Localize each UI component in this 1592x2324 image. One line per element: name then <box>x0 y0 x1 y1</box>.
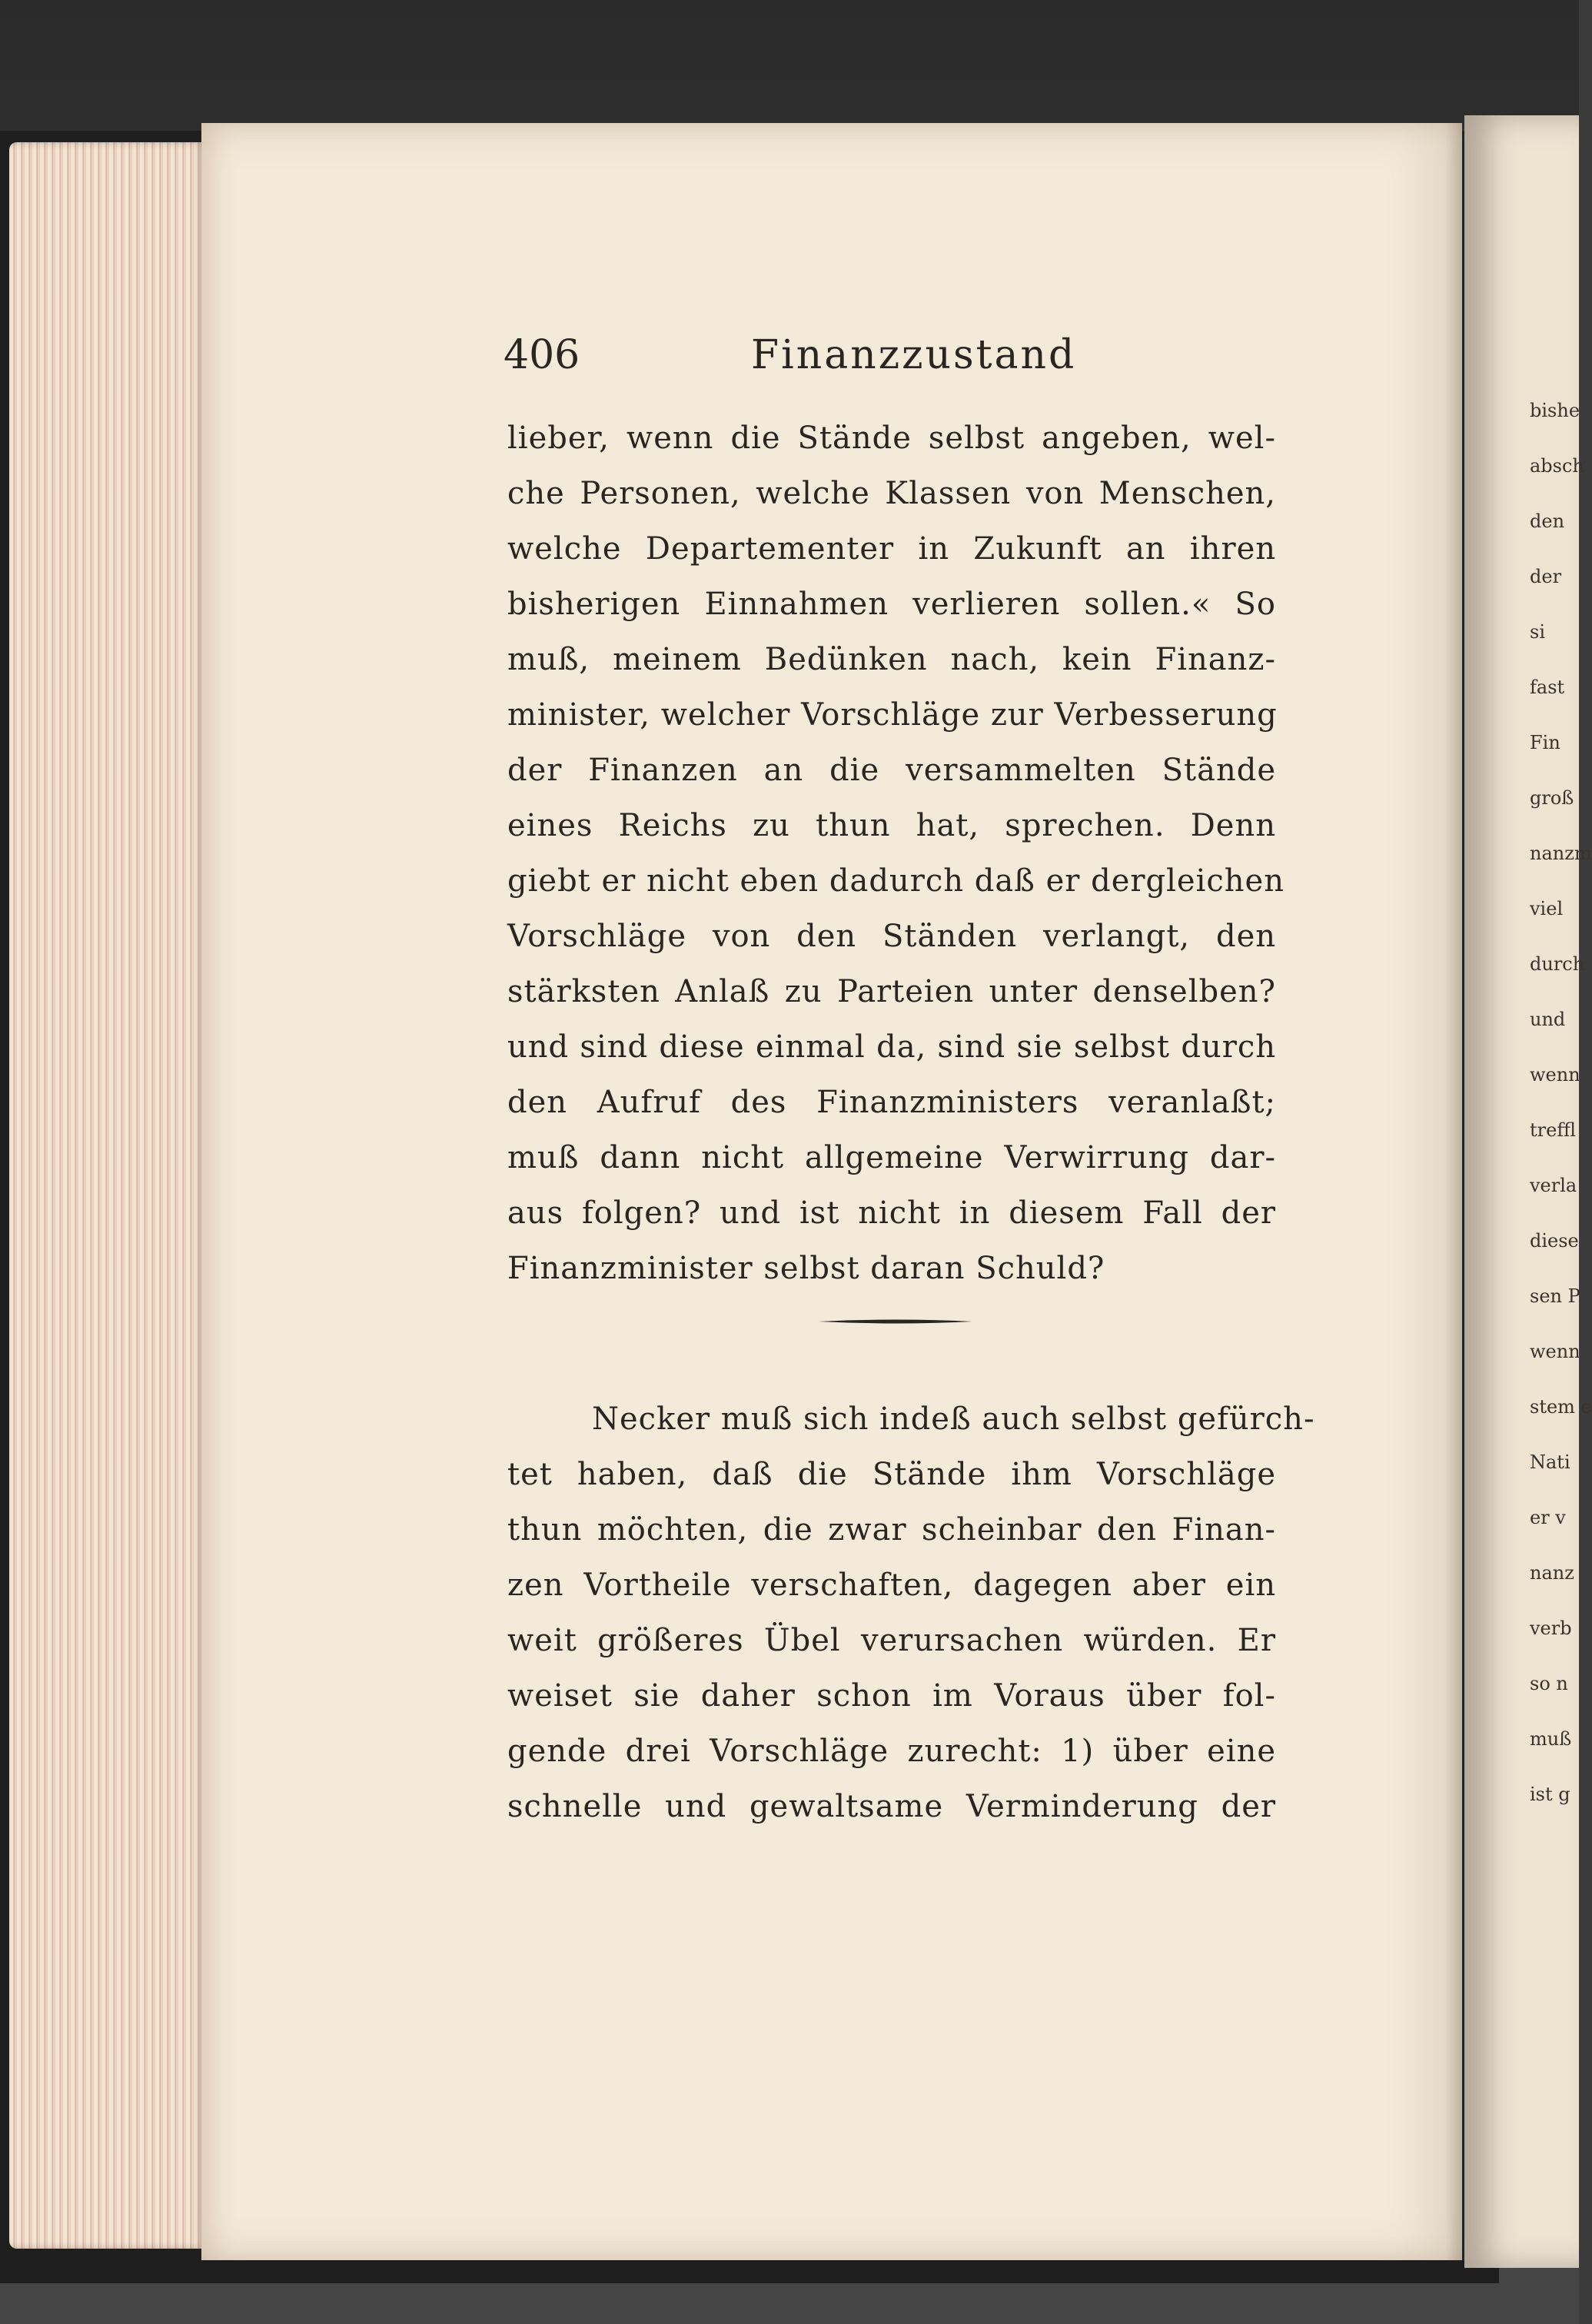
text-line: weit größeres Übel verursachen würden. Er <box>507 1623 1276 1658</box>
text-line: lieber, wenn die Stände selbst angeben, wel- <box>507 421 1276 456</box>
adjacent-page-fragment: Nati <box>1530 1451 1570 1473</box>
adjacent-page-fragment: groß <box>1530 787 1574 809</box>
adjacent-page-fragment: muß <box>1530 1728 1572 1750</box>
adjacent-page-fragment: sen P <box>1530 1285 1580 1307</box>
text-line: aus folgen? und ist nicht in diesem Fall der <box>507 1195 1276 1231</box>
adjacent-page-fragment: nanz <box>1530 1562 1574 1584</box>
adjacent-page-fragment: den <box>1530 510 1565 532</box>
text-line: Necker muß sich indeß auch selbst gefürch- <box>592 1401 1315 1437</box>
adjacent-page-fragment: si <box>1530 621 1545 643</box>
text-line: Finanzminister selbst daran Schuld? <box>507 1251 1105 1286</box>
page-edges <box>9 142 205 2249</box>
text-line: weiset sie daher schon im Voraus über fol- <box>507 1678 1276 1714</box>
adjacent-page-fragment: so n <box>1530 1673 1568 1694</box>
text-line: thun möchten, die zwar scheinbar den Finan- <box>507 1512 1276 1548</box>
text-line: giebt er nicht eben dadurch daß er dergleichen <box>507 863 1285 899</box>
adjacent-page-fragment: und <box>1530 1009 1566 1030</box>
adjacent-page-fragment: viel <box>1530 898 1564 919</box>
text-line: bisherigen Einnahmen verlieren sollen.« So <box>507 587 1276 622</box>
text-line: che Personen, welche Klassen von Menschen, <box>507 476 1276 511</box>
adjacent-page-fragment: stem e <box>1530 1396 1592 1418</box>
text-line: den Aufruf des Finanzministers veranlaßt; <box>507 1085 1276 1120</box>
text-line: eines Reichs zu thun hat, sprechen. Denn <box>507 808 1276 843</box>
text-line: tet haben, daß die Stände ihm Vorschläge <box>507 1457 1276 1492</box>
page-number: 406 <box>504 332 580 378</box>
text-line: welche Departementer in Zukunft an ihren <box>507 531 1276 567</box>
running-head: Finanzzustand <box>751 332 1077 378</box>
adjacent-page-fragment: Fin <box>1530 732 1560 753</box>
text-line: muß dann nicht allgemeine Verwirrung dar- <box>507 1140 1276 1175</box>
text-line: Vorschläge von den Ständen verlangt, den <box>507 919 1276 954</box>
adjacent-page-fragment: treffl <box>1530 1119 1577 1141</box>
adjacent-page-fragment: absch <box>1530 455 1584 477</box>
text-line: gende drei Vorschläge zurecht: 1) über eine <box>507 1734 1276 1769</box>
adjacent-page-fragment: fast <box>1530 677 1565 698</box>
text-line: schnelle und gewaltsame Verminderung der <box>507 1789 1276 1824</box>
section-divider-ornament <box>819 1318 972 1325</box>
paragraph-2 <box>507 1391 1315 1834</box>
text-line: muß, meinem Bedünken nach, kein Finanz- <box>507 642 1276 677</box>
adjacent-page-fragment: nanzm <box>1530 843 1592 864</box>
adjacent-page-fragment: durch <box>1530 953 1585 975</box>
adjacent-page-fragment: wenn <box>1530 1064 1580 1086</box>
adjacent-page-fragment: verb <box>1530 1617 1572 1639</box>
text-line: der Finanzen an die versammelten Stände <box>507 753 1276 788</box>
adjacent-page-fragment: verla <box>1530 1175 1577 1196</box>
adjacent-page-fragment: der <box>1530 566 1562 587</box>
adjacent-page-fragment: bishe <box>1530 400 1580 421</box>
adjacent-page-fragment: wenn <box>1530 1341 1580 1362</box>
paragraph-1 <box>507 411 1285 1296</box>
adjacent-page-fragment: er v <box>1530 1507 1566 1528</box>
adjacent-page-fragment: diese <box>1530 1230 1579 1252</box>
text-line: stärksten Anlaß zu Parteien unter denselben? <box>507 974 1276 1009</box>
text-line: minister, welcher Vorschläge zur Verbesserung <box>507 697 1278 733</box>
text-line: und sind diese einmal da, sind sie selbst durch <box>507 1029 1276 1065</box>
text-line: zen Vortheile verschaften, dagegen aber ein <box>507 1568 1276 1603</box>
adjacent-page-fragment: ist g <box>1530 1784 1570 1805</box>
